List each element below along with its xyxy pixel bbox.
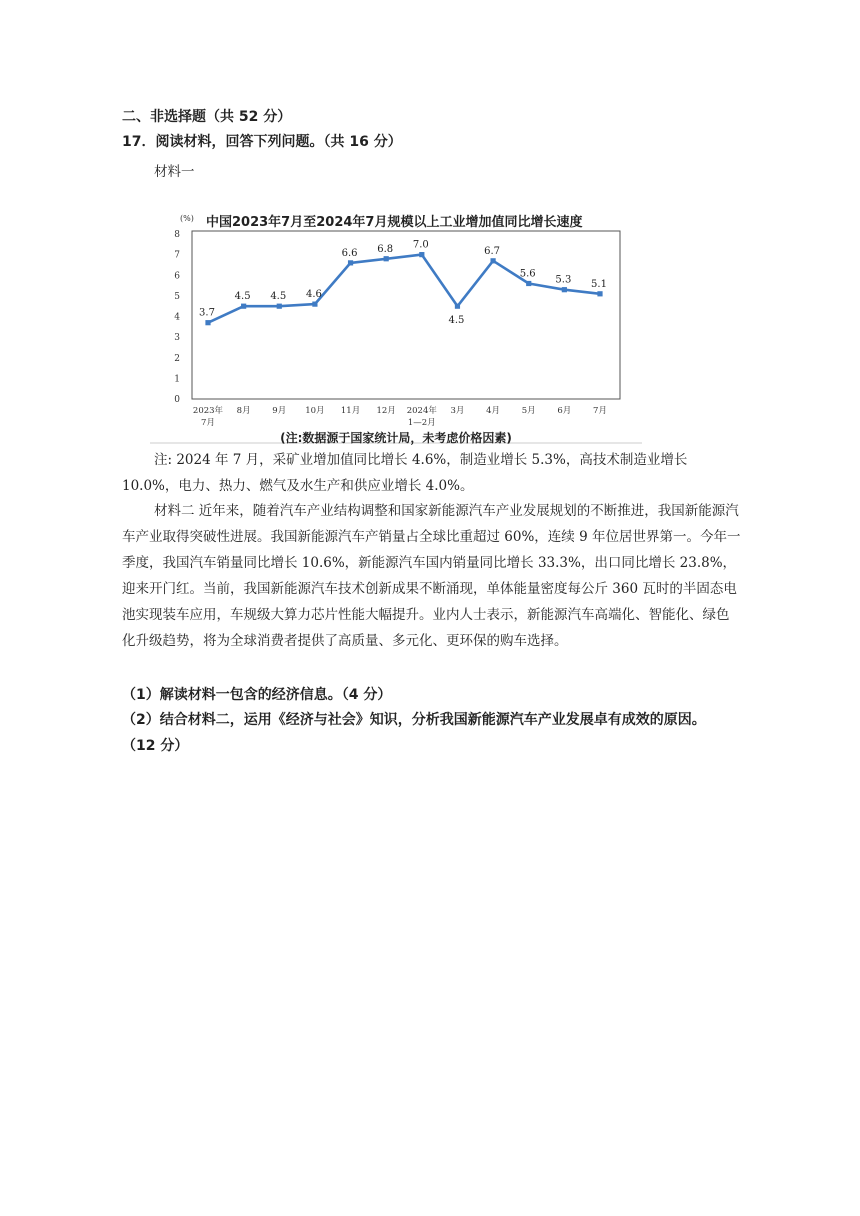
- data-label: 3.7: [199, 307, 215, 319]
- y-tick-label: 2: [174, 353, 180, 364]
- x-tick-label: 4月: [486, 406, 501, 416]
- data-label: 6.7: [484, 245, 501, 257]
- x-tick-label: 10月: [305, 406, 325, 416]
- data-label: 6.6: [341, 247, 358, 259]
- y-axis-ticks: [174, 230, 180, 405]
- data-point: [312, 302, 317, 307]
- y-tick-label: 6: [174, 271, 180, 282]
- x-tick-label: 6月: [557, 406, 572, 416]
- x-tick-label: 5月: [521, 406, 536, 416]
- x-tick-label: 7月: [593, 406, 607, 416]
- data-label: 7.0: [412, 239, 429, 251]
- data-point: [384, 256, 389, 261]
- data-point: [597, 291, 602, 296]
- chart-note: [122, 447, 742, 499]
- sub-question-2-points: （12 分）: [122, 738, 189, 754]
- y-axis-unit: (%): [180, 214, 194, 223]
- y-tick-label: 8: [174, 230, 180, 240]
- data-point: [490, 258, 495, 263]
- series-line: [208, 255, 600, 323]
- data-label: 4.5: [234, 291, 251, 303]
- data-point: [277, 304, 282, 309]
- sub-question-2: （2）结合材料二，运用《经济与社会》知识，分析我国新能源汽车产业发展卓有成效的原因。: [122, 712, 706, 728]
- data-label: 4.6: [305, 289, 322, 301]
- x-tick-label: 2024年: [406, 406, 437, 416]
- x-tick-label: 9月: [272, 406, 287, 416]
- x-tick-label: 2023年: [192, 406, 224, 416]
- y-tick-label: 0: [174, 395, 180, 405]
- x-tick-label: 1—2月: [407, 418, 436, 428]
- data-point: [205, 320, 210, 325]
- section-title: 二、非选择题（共 52 分）: [122, 109, 292, 125]
- data-label: 5.1: [591, 278, 607, 290]
- data-point: [241, 304, 246, 309]
- x-axis-ticks: [193, 405, 607, 428]
- x-tick-label: 8月: [236, 406, 251, 416]
- data-point: [348, 260, 353, 265]
- material-2: [122, 498, 742, 654]
- line-chart: [150, 202, 642, 446]
- data-point: [455, 304, 460, 309]
- x-tick-label: 3月: [450, 406, 465, 416]
- data-point: [526, 281, 531, 286]
- material-1-label: 材料一: [154, 164, 195, 180]
- y-tick-label: 5: [174, 291, 180, 302]
- x-tick-label: 12月: [376, 406, 396, 416]
- y-tick-label: 3: [174, 333, 180, 344]
- y-tick-label: 4: [174, 312, 180, 323]
- data-point: [562, 287, 567, 292]
- data-label: 5.3: [555, 274, 572, 286]
- data-label: 6.8: [377, 243, 394, 255]
- x-tick-label: 7月: [201, 418, 215, 428]
- note-text: 注: 2024 年 7 月，采矿业增加值同比增长 4.6%，制造业增长 5.3%，高技术制造业增长 10.0%，电力、热力、燃气及水生产和供应业增长 4.0%。: [122, 452, 688, 494]
- sub-question-1: （1）解读材料一包含的经济信息。（4 分）: [122, 687, 392, 703]
- data-label: 5.6: [519, 268, 536, 280]
- data-labels: [199, 240, 607, 327]
- x-tick-label: 11月: [340, 406, 361, 416]
- y-tick-label: 7: [174, 250, 180, 261]
- question-17-heading: 17．阅读材料，回答下列问题。（共 16 分）: [122, 134, 402, 150]
- data-label: 4.5: [448, 315, 465, 327]
- chart-svg: [150, 202, 642, 446]
- material-2-text: 材料二 近年来，随着汽车产业结构调整和国家新能源汽车产业发展规划的不断推进，我国新能源汽车产业取得突破性进展。我国新能源汽车产销量占全球比重超过 60%，连续 9 年位居世界第一。今年一季度，我国汽车销量同比增长 10.6%，新能源汽车国内销量同比增长 33.3%，出口同比增长 23.8%，迎来开门红。当前，我国新能源汽车技术创新成果不断涌现，单体能量密度每公斤 360 瓦时的半固态电池实现装车应用，车规级大算力芯片性能大幅提升。业内人士表示，新能源汽车高端化、智能化、绿色化升级趋势，将为全球消费者提供了高质量、多元化、更环保的购车选择。: [122, 503, 741, 649]
- chart-title: 中国2023年7月至2024年7月规模以上工业增加值同比增长速度: [206, 215, 583, 230]
- data-point: [419, 252, 424, 257]
- y-tick-label: 1: [174, 374, 180, 385]
- data-points: [205, 252, 602, 325]
- chart-caption: (注:数据源于国家统计局，未考虑价格因素): [280, 431, 512, 445]
- data-label: 4.5: [270, 291, 287, 303]
